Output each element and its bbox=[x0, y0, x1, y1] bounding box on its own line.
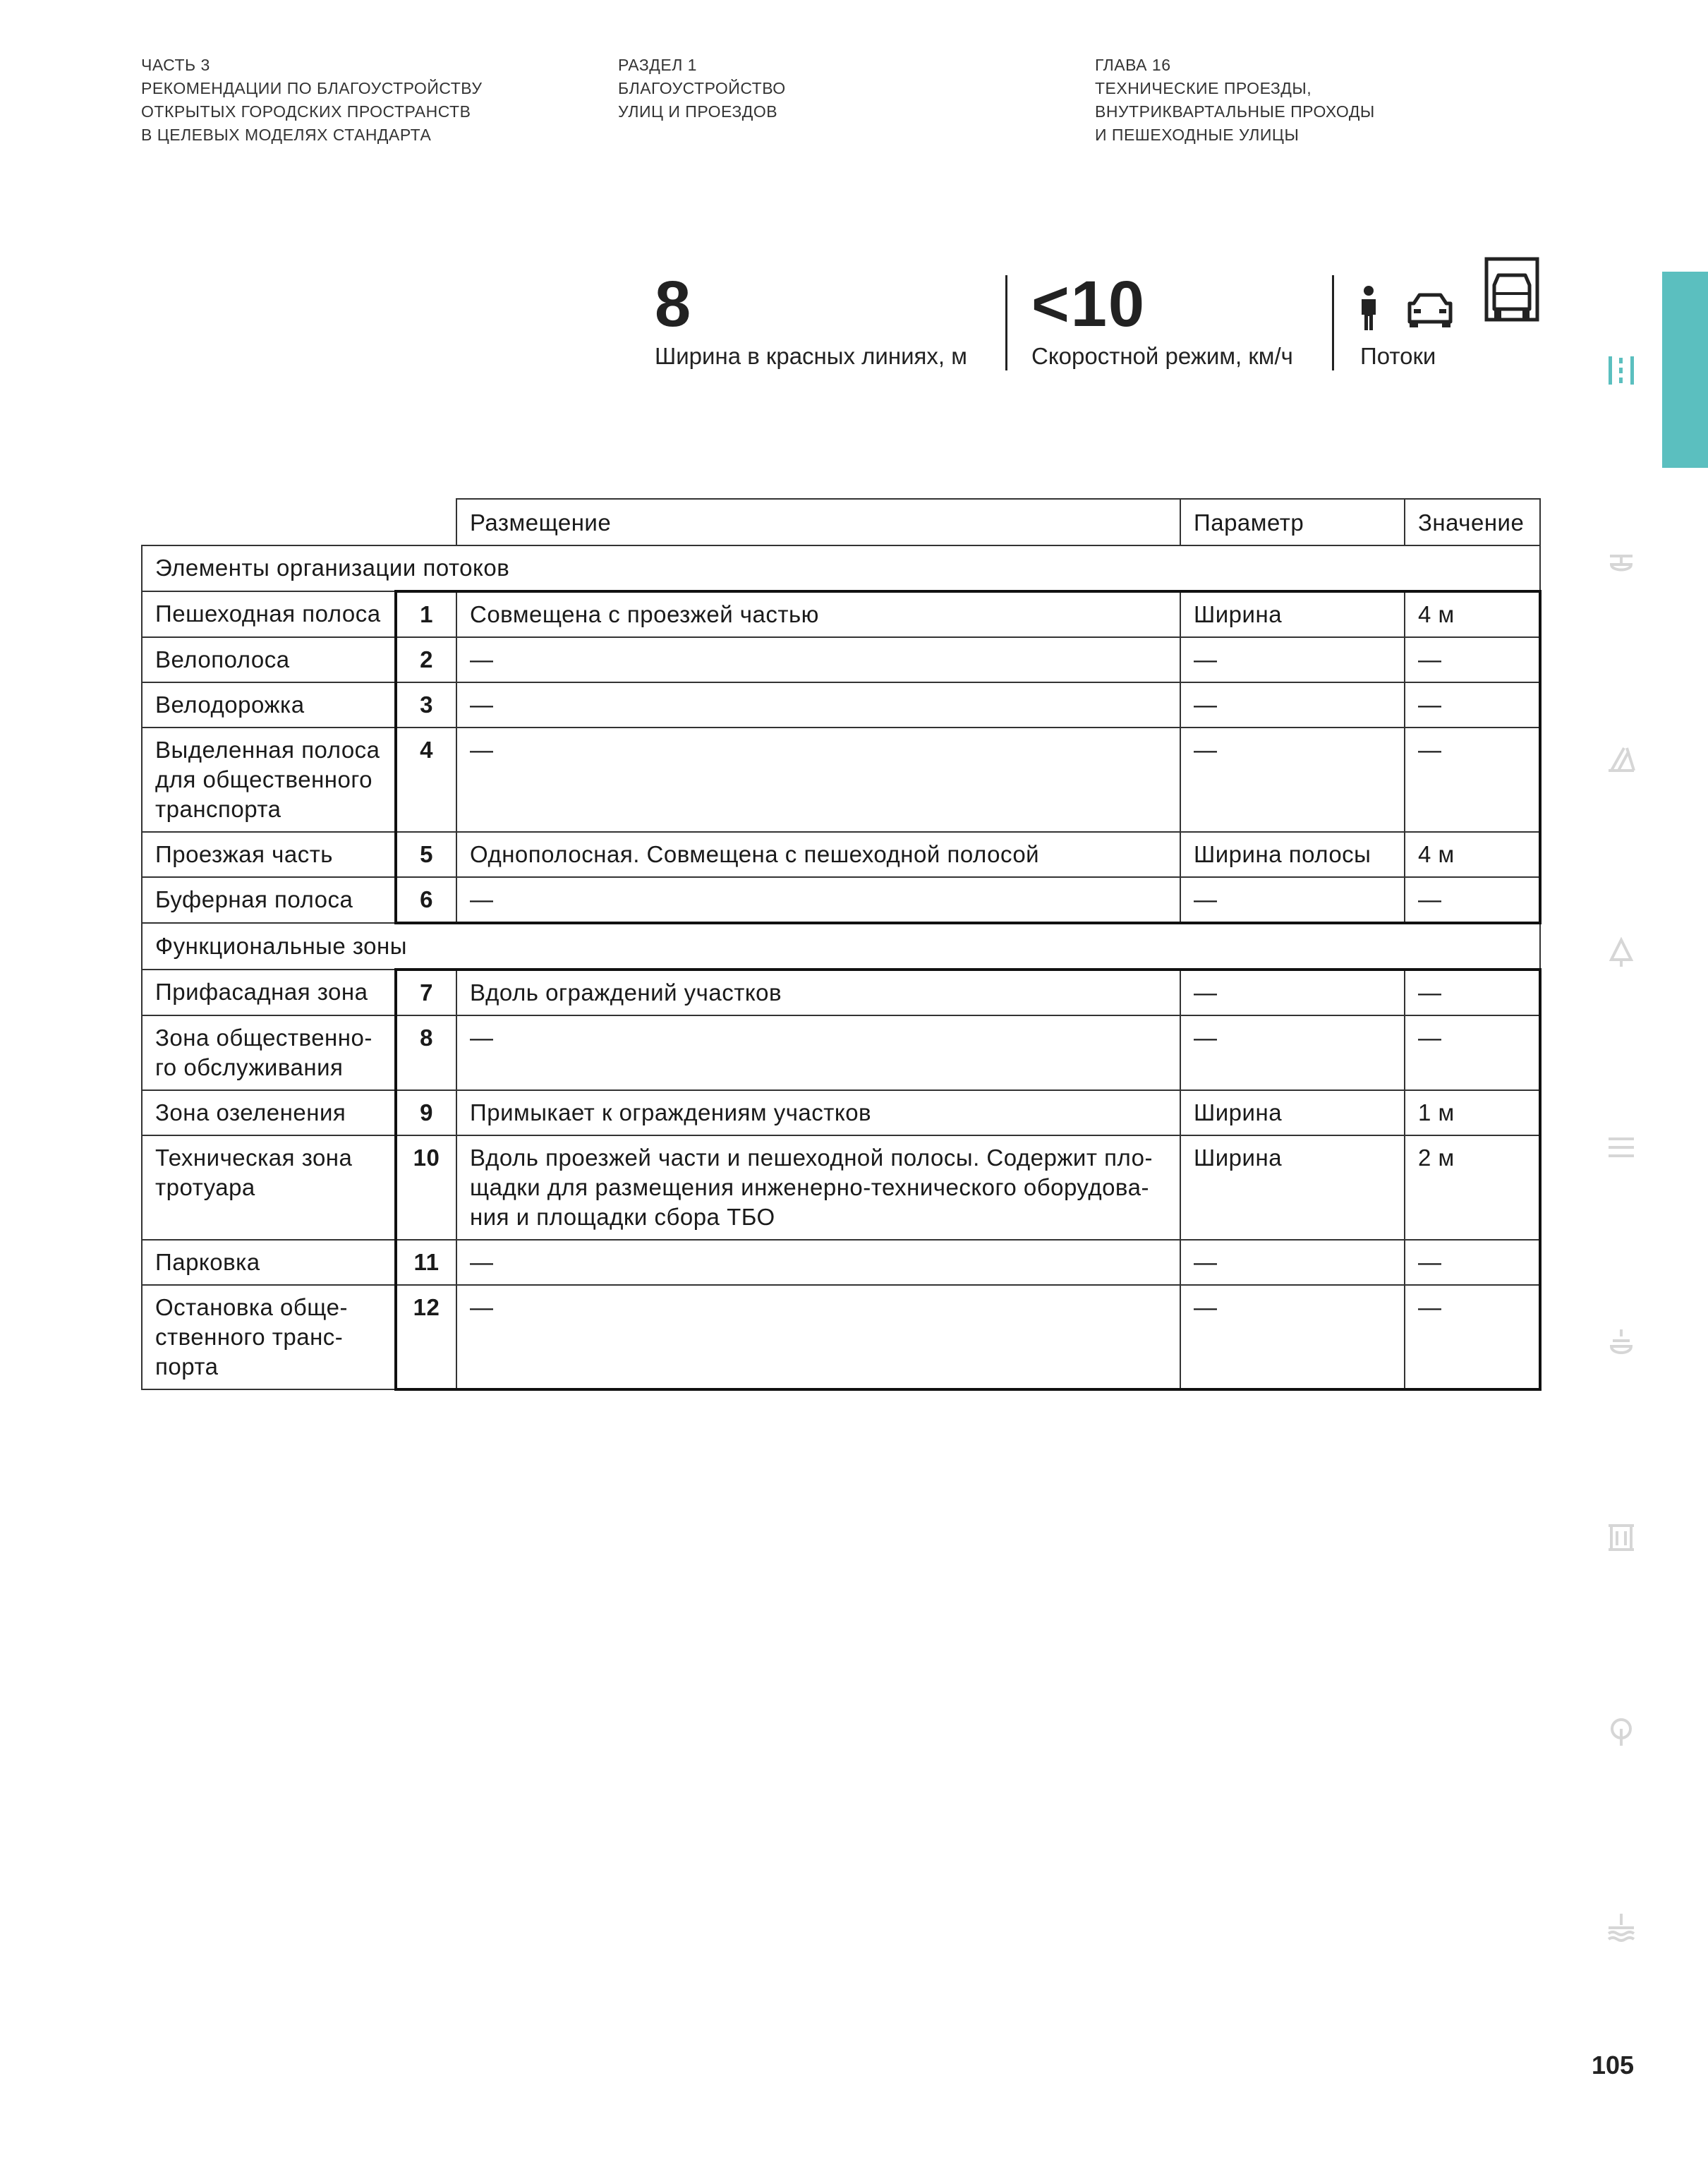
table-row bbox=[142, 1135, 1540, 1240]
table-row bbox=[142, 637, 1540, 682]
row-number: 5 bbox=[396, 832, 456, 877]
parameters-table bbox=[141, 498, 1542, 1391]
table-row bbox=[142, 832, 1540, 877]
placement-cell: Однополосная. Совмещена с пешеходной полосой bbox=[456, 832, 1180, 877]
parameter-cell: Ширина bbox=[1180, 1090, 1405, 1135]
pedestrian-icon bbox=[1355, 285, 1383, 332]
row-label: Проезжая часть bbox=[142, 832, 396, 877]
row-label: Буферная полоса bbox=[142, 877, 396, 923]
parameter-cell: — bbox=[1180, 682, 1405, 728]
header-line: ЧАСТЬ 3 bbox=[141, 56, 210, 74]
table-row bbox=[142, 1240, 1540, 1285]
row-number: 6 bbox=[396, 877, 456, 923]
placement-cell: — bbox=[456, 1285, 1180, 1389]
bench-icon[interactable] bbox=[1606, 548, 1637, 579]
row-label: Выделенная полоса для общественного транспорта bbox=[142, 728, 396, 832]
table-row bbox=[142, 970, 1540, 1015]
value-cell: — bbox=[1405, 1285, 1540, 1389]
metric-divider bbox=[1332, 275, 1334, 370]
row-label: Прифасадная зона bbox=[142, 970, 396, 1015]
group-row bbox=[142, 545, 1540, 591]
value-cell: — bbox=[1405, 682, 1540, 728]
page-number: 105 bbox=[1592, 2051, 1635, 2080]
parameter-cell: Ширина bbox=[1180, 591, 1405, 637]
table-row bbox=[142, 591, 1540, 637]
table-row bbox=[142, 1285, 1540, 1389]
header-chapter bbox=[1095, 54, 1375, 147]
parameter-cell: — bbox=[1180, 637, 1405, 682]
placement-cell: — bbox=[456, 637, 1180, 682]
width-value: 8 bbox=[655, 268, 693, 340]
header-line: ТЕХНИЧЕСКИЕ ПРОЕЗДЫ, bbox=[1095, 79, 1312, 97]
value-cell: — bbox=[1405, 970, 1540, 1015]
value-cell: 4 м bbox=[1405, 832, 1540, 877]
value-cell: 1 м bbox=[1405, 1090, 1540, 1135]
value-cell: 4 м bbox=[1405, 591, 1540, 637]
group-row bbox=[142, 923, 1540, 970]
row-label: Зона общественно-го обслуживания bbox=[142, 1015, 396, 1090]
table-row bbox=[142, 682, 1540, 728]
row-number: 7 bbox=[396, 970, 456, 1015]
speed-value: <10 bbox=[1031, 268, 1146, 340]
value-cell: 2 м bbox=[1405, 1135, 1540, 1240]
column-header: Значение bbox=[1405, 499, 1540, 545]
playground-icon[interactable] bbox=[1606, 742, 1637, 773]
row-label: Пешеходная полоса bbox=[142, 591, 396, 637]
placement-cell: Совмещена с проезжей частью bbox=[456, 591, 1180, 637]
placement-cell: Вдоль ограждений участков bbox=[456, 970, 1180, 1015]
parameter-cell: Ширина bbox=[1180, 1135, 1405, 1240]
placement-cell: — bbox=[456, 728, 1180, 832]
building-icon[interactable] bbox=[1606, 1521, 1637, 1552]
placement-cell: Вдоль проезжей части и пешеходной полосы. Содержит пло-щадки для размещения инженерно-технического оборудова-ния и площадки сбора ТБО bbox=[456, 1135, 1180, 1240]
placement-cell: — bbox=[456, 1240, 1180, 1285]
street-section-icon[interactable] bbox=[1606, 355, 1637, 386]
table-row bbox=[142, 1090, 1540, 1135]
header-line: РАЗДЕЛ 1 bbox=[618, 56, 697, 74]
parameter-cell: Ширина полосы bbox=[1180, 832, 1405, 877]
table-row bbox=[142, 728, 1540, 832]
row-number: 8 bbox=[396, 1015, 456, 1090]
value-cell: — bbox=[1405, 637, 1540, 682]
fountain-icon[interactable] bbox=[1606, 1327, 1637, 1358]
placement-cell: — bbox=[456, 682, 1180, 728]
water-icon[interactable] bbox=[1606, 1132, 1637, 1163]
header-line: РЕКОМЕНДАЦИИ ПО БЛАГОУСТРОЙСТВУ bbox=[141, 79, 483, 97]
embankment-icon[interactable] bbox=[1606, 1911, 1637, 1942]
header-part bbox=[141, 54, 482, 147]
parameter-cell: — bbox=[1180, 970, 1405, 1015]
row-label: Остановка обще-ственного транс-порта bbox=[142, 1285, 396, 1389]
header-line: ОТКРЫТЫХ ГОРОДСКИХ ПРОСТРАНСТВ bbox=[141, 102, 471, 121]
tree-icon[interactable] bbox=[1606, 937, 1637, 968]
placement-cell: Примыкает к ограждениям участков bbox=[456, 1090, 1180, 1135]
row-label: Парковка bbox=[142, 1240, 396, 1285]
header-line: ВНУТРИКВАРТАЛЬНЫЕ ПРОХОДЫ bbox=[1095, 102, 1375, 121]
row-label: Велополоса bbox=[142, 637, 396, 682]
column-header: Параметр bbox=[1180, 499, 1405, 545]
row-label: Зона озеленения bbox=[142, 1090, 396, 1135]
row-number: 1 bbox=[396, 591, 456, 637]
placement-cell: — bbox=[456, 1015, 1180, 1090]
truck-icon bbox=[1484, 257, 1539, 330]
group-title: Функциональные зоны bbox=[142, 923, 1540, 970]
value-cell: — bbox=[1405, 1015, 1540, 1090]
park-tree-icon[interactable] bbox=[1606, 1716, 1637, 1747]
header-line: БЛАГОУСТРОЙСТВО bbox=[618, 79, 786, 97]
value-cell: — bbox=[1405, 728, 1540, 832]
width-label: Ширина в красных линиях, м bbox=[655, 343, 967, 369]
row-number: 10 bbox=[396, 1135, 456, 1240]
parameter-cell: — bbox=[1180, 1015, 1405, 1090]
parameter-cell: — bbox=[1180, 1285, 1405, 1389]
value-cell: — bbox=[1405, 1240, 1540, 1285]
row-number: 4 bbox=[396, 728, 456, 832]
value-cell: — bbox=[1405, 877, 1540, 923]
row-number: 2 bbox=[396, 637, 456, 682]
header-line: И ПЕШЕХОДНЫЕ УЛИЦЫ bbox=[1095, 126, 1300, 144]
parameter-cell: — bbox=[1180, 728, 1405, 832]
table-row bbox=[142, 877, 1540, 923]
row-label: Техническая зона тротуара bbox=[142, 1135, 396, 1240]
parameter-cell: — bbox=[1180, 1240, 1405, 1285]
header-line: УЛИЦ И ПРОЕЗДОВ bbox=[618, 102, 778, 121]
parameter-cell: — bbox=[1180, 877, 1405, 923]
table-header-row bbox=[142, 499, 1540, 545]
group-title: Элементы организации потоков bbox=[142, 545, 1540, 591]
placement-cell: — bbox=[456, 877, 1180, 923]
header-line: ГЛАВА 16 bbox=[1095, 56, 1171, 74]
flows-label: Потоки bbox=[1360, 343, 1436, 369]
row-number: 9 bbox=[396, 1090, 456, 1135]
speed-label: Скоростной режим, км/ч bbox=[1031, 343, 1293, 369]
row-number: 11 bbox=[396, 1240, 456, 1285]
header-line: В ЦЕЛЕВЫХ МОДЕЛЯХ СТАНДАРТА bbox=[141, 126, 432, 144]
column-header: Размещение bbox=[456, 499, 1180, 545]
header-section bbox=[618, 54, 786, 123]
section-tab-accent bbox=[1662, 272, 1708, 468]
row-label: Велодорожка bbox=[142, 682, 396, 728]
metric-divider bbox=[1005, 275, 1007, 370]
row-number: 12 bbox=[396, 1285, 456, 1389]
car-icon bbox=[1405, 291, 1455, 330]
table-row bbox=[142, 1015, 1540, 1090]
row-number: 3 bbox=[396, 682, 456, 728]
